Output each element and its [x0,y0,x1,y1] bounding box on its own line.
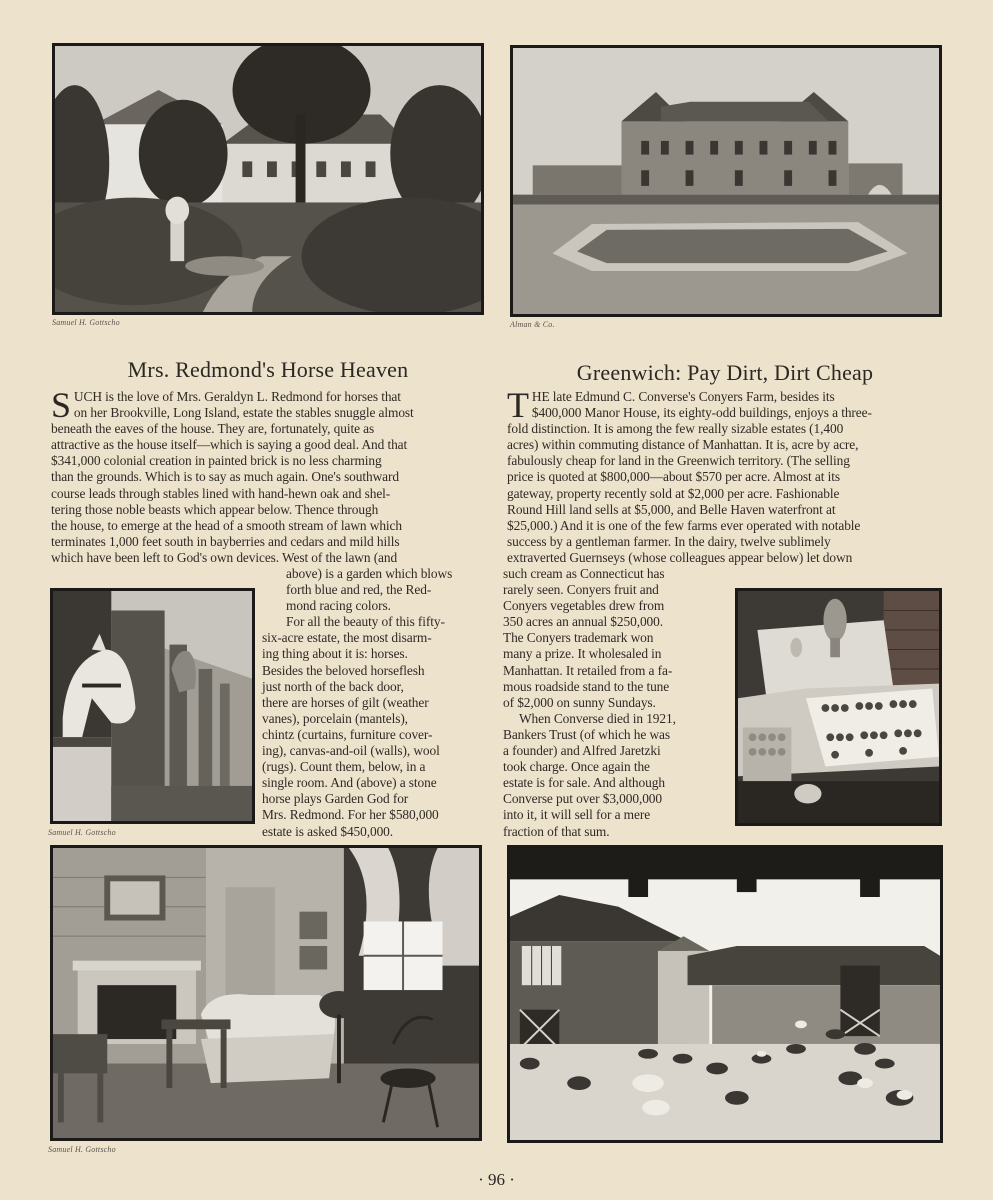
text-line: (rugs). Count them, below, in a [262,759,426,775]
text-line: 350 acres an annual $250,000. [503,614,663,630]
text-line: Manhattan. It retailed from a fa- [503,662,673,678]
text-line: many a prize. It wholesaled in [503,646,662,662]
text-line: Bankers Trust (of which he was [503,726,670,742]
text-line: price is quoted at $800,000—about $570 per acre. Almost at its [507,469,840,485]
text-line: Mrs. Redmond. For her $580,000 [262,807,439,823]
text-line: single room. And (above) a stone [262,775,437,791]
text-line: which have been left to God's own devices. West of the lawn (and [51,549,398,565]
text-line: extraverted Guernseys (whose colleagues appear below) let down [507,549,853,565]
text-line: Round Hill land sells at $5,000, and Belle Haven waterfront at [507,501,836,517]
photo-manor-house-pool [510,45,942,317]
text-line: the house, to emerge at the head of a smooth stream of lawn which [51,517,402,533]
text-line: rarely seen. Conyers fruit and [503,582,659,598]
text-line: ing thing about it is: horses. [262,646,408,662]
text-line: The Conyers trademark won [503,630,654,646]
text-line: $25,000.) And it is one of the few farms ever operated with notable [507,517,861,533]
text-line: took charge. Once again the [503,759,650,775]
text-line: a founder) and Alfred Jaretzki [503,743,661,759]
text-line: vanes), porcelain (mantels), [262,710,408,726]
text-line: course leads through stables lined with hand-hewn oak and shel- [51,485,391,501]
text-line: When Converse died in 1921, [519,710,676,726]
page-number: · 96 · [478,1170,515,1189]
text-line: fraction of that sum. [503,823,610,839]
text-line: For all the beauty of this fifty- [286,614,445,630]
text-line: mous roadside stand to the tune [503,678,670,694]
text-line: acres) within commuting distance of Manhattan. It is, acre by acre, [507,437,859,453]
photo-credit: Samuel H. Gottscho [52,318,120,327]
photo-interior-room [50,845,482,1141]
text-line: terminates 1,000 feet south in bayberries and cedars and mild hills [51,533,400,549]
photo-credit: Alman & Co. [510,320,555,329]
text-line: above) is a garden which blows [286,566,453,581]
text-line: gateway, property recently sold at $2,000 per acre. Fashionable [507,485,840,501]
photo-fruit-display [735,588,942,826]
text-line: into it, it will sell for a mere [503,807,651,823]
left-article-body-narrow [262,566,484,840]
text-line: of $2,000 on sunny Sundays. [503,694,656,710]
text-line: tering those noble beasts which appear below. Thence through [51,501,379,517]
text-line: HE late Edmund C. Converse's Conyers Farm, besides its [531,389,835,404]
text-line: horse plays Garden God for [262,791,409,807]
text-line: six-acre estate, the most disarm- [262,630,432,646]
left-article-body [51,385,484,566]
text-line: estate is asked $450,000. [262,823,394,839]
text-line: fold distinction. It is among the few really sizable estates (1,400 [507,421,844,437]
text-line: fabulously cheap for land in the Greenwich territory. (The selling [507,453,850,469]
text-line: such cream as Connecticut has [503,566,665,581]
text-line: on her Brookville, Long Island, estate the stables snuggle almost [73,405,414,421]
text-line: Converse put over $3,000,000 [503,791,662,807]
text-line: attractive as the house itself—which is saying a good deal. And that [51,437,408,453]
text-line: ing), canvas-and-oil (walls), wool [262,743,440,759]
text-line: $400,000 Manor House, its eighty-odd buildings, enjoys a three- [531,405,872,421]
photo-credit: Samuel H. Gottscho [48,1145,116,1154]
right-article-body-narrow [503,566,731,840]
text-line: Conyers vegetables drew from [503,598,665,614]
right-article-title: Greenwich: Pay Dirt, Dirt Cheap [576,360,874,385]
text-line: beneath the eaves of the house. They are, fortunately, quite as [51,421,375,437]
text-line: there are horses of gilt (weather [262,694,429,710]
left-article-title: Mrs. Redmond's Horse Heaven [127,357,409,382]
text-line: $341,000 colonial creation in painted brick is no less charming [51,453,382,469]
photo-horses-in-stable [50,588,255,824]
text-line: than the grounds. Which is to say as much again. One's southward [51,469,399,485]
photo-barn-and-guernseys [507,845,943,1143]
text-line: mond racing colors. [286,598,391,614]
drop-cap: S [51,385,71,425]
text-line: Besides the beloved horseflesh [262,662,425,678]
text-line: UCH is the love of Mrs. Geraldyn L. Redmond for horses that [73,389,401,404]
text-line: just north of the back door, [262,678,404,694]
right-article-body [507,385,942,566]
photo-credit: Samuel H. Gottscho [48,828,116,837]
text-line: chintz (curtains, furniture cover- [262,726,433,742]
text-line: success by a gentleman farmer. In the dairy, twelve sublimely [507,533,831,549]
photo-garden-house [52,43,484,315]
text-line: estate is for sale. And although [503,775,665,791]
text-line: forth blue and red, the Red- [286,582,432,598]
drop-cap: T [507,385,529,425]
